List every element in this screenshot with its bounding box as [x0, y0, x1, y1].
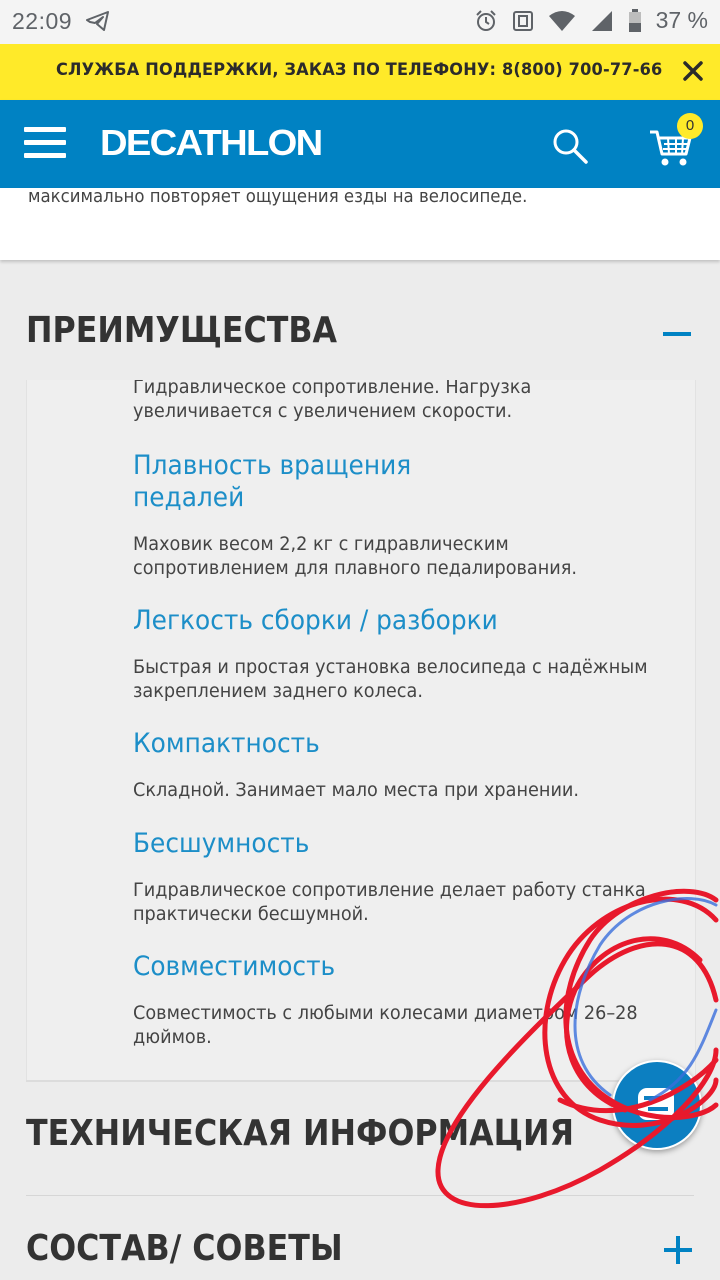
benefit-title: Плавность вращения [133, 450, 412, 481]
close-icon[interactable] [682, 60, 704, 82]
benefit-title: Легкость сборки / разборки [133, 605, 498, 636]
section-divider [26, 1195, 694, 1196]
expand-icon[interactable] [664, 1236, 692, 1264]
wifi-icon [548, 10, 576, 32]
section-title-tech[interactable]: ТЕХНИЧЕСКАЯ ИНФОРМАЦИЯ [26, 1113, 574, 1154]
section-divider [26, 1080, 694, 1082]
benefit-desc: Гидравлическое сопротивление. Нагрузка [133, 380, 532, 398]
chat-icon [614, 1062, 700, 1148]
benefits-panel [26, 380, 696, 1080]
menu-icon[interactable] [24, 127, 66, 161]
support-banner [0, 44, 720, 100]
status-time: 22:09 [12, 8, 73, 34]
benefit-desc: Совместимость с любыми колесами диаметром 26–28 [133, 1002, 638, 1024]
telegram-icon [86, 10, 110, 32]
benefit-desc: практически бесшумной. [133, 903, 369, 925]
benefit-desc: закреплением заднего колеса. [133, 680, 423, 702]
chat-button[interactable] [612, 1060, 702, 1150]
benefit-desc: увеличивается с увеличением скорости. [133, 400, 513, 422]
benefit-desc: Гидравлическое сопротивление делает работу станка [133, 879, 646, 901]
site-header [0, 100, 720, 188]
decathlon-logo[interactable]: DECATHLON [100, 122, 322, 163]
section-title-composition[interactable]: СОСТАВ/ СОВЕТЫ [26, 1228, 343, 1269]
collapse-icon[interactable] [663, 332, 691, 336]
benefit-desc: дюймов. [133, 1026, 212, 1048]
battery-icon [628, 9, 642, 33]
benefit-desc: Маховик весом 2,2 кг с гидравлическим [133, 533, 509, 555]
benefit-desc: Складной. Занимает мало места при хранении. [133, 779, 580, 801]
benefit-desc: сопротивлением для плавного педалирования. [133, 557, 578, 579]
description-card [0, 188, 720, 260]
description-text: максимально повторяет ощущения езды на велосипеде. [28, 186, 528, 207]
benefit-title: Совместимость [133, 951, 336, 982]
support-banner-text: СЛУЖБА ПОДДЕРЖКИ, ЗАКАЗ ПО ТЕЛЕФОНУ: 8(800) 700-77-66 [56, 60, 663, 80]
benefit-desc: Быстрая и простая установка велосипеда с надёжным [133, 656, 648, 678]
alarm-icon [474, 9, 498, 33]
benefit-title: педалей [133, 482, 245, 513]
signal-icon [590, 10, 614, 32]
nfc-icon [512, 10, 534, 32]
section-title-benefits[interactable]: ПРЕИМУЩЕСТВА [26, 310, 338, 351]
benefit-title: Бесшумность [133, 828, 310, 859]
benefit-title: Компактность [133, 728, 320, 759]
battery-percent: 37 % [655, 7, 708, 33]
search-icon[interactable] [550, 126, 590, 166]
status-bar [0, 0, 720, 44]
cart-count-badge: 0 [677, 113, 703, 139]
